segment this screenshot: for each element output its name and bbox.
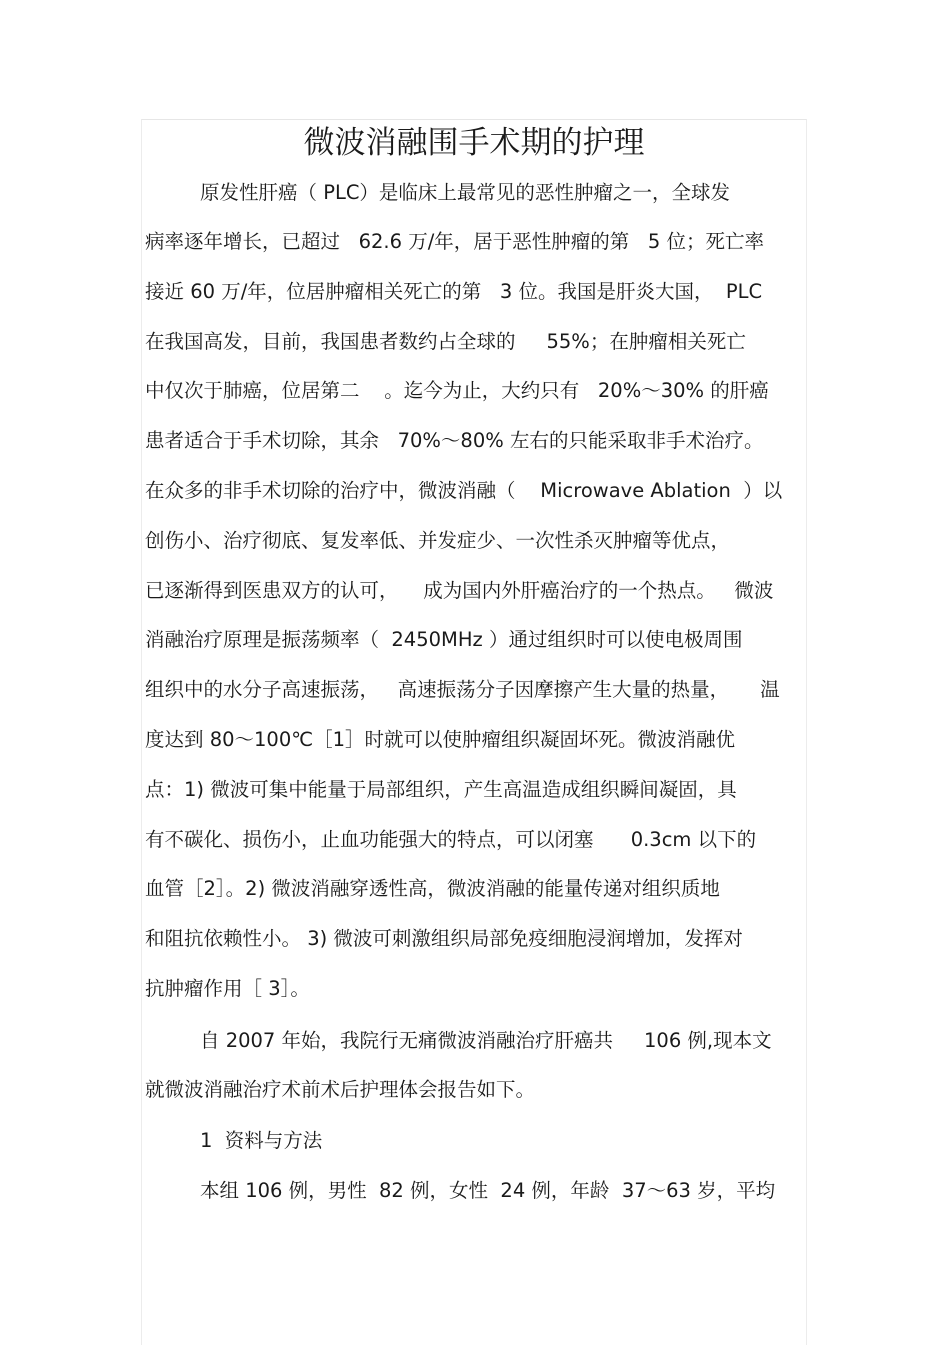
paragraph-line: 本组 106 例，男性 82 例，女性 24 例，年龄 37～63 岁，平均 [200, 1179, 776, 1202]
paragraph-line: 消融治疗原理是振荡频率（ 2450MHz ）通过组织时可以使电极周围 [145, 628, 743, 651]
paragraph-line: 接近 60 万/年，位居肿瘤相关死亡的第 3 位。我国是肝炎大国， PLC [145, 280, 763, 303]
paragraph-line: 在我国高发，目前，我国患者数约占全球的 55%；在肿瘤相关死亡 [145, 330, 746, 353]
paragraph-line: 点：1) 微波可集中能量于局部组织，产生高温造成组织瞬间凝固，具 [145, 778, 737, 801]
paragraph-line: 血管［2］。2) 微波消融穿透性高，微波消融的能量传递对组织质地 [145, 877, 720, 900]
paragraph-line: 在众多的非手术切除的治疗中，微波消融（ Microwave Ablation ）以 [145, 479, 783, 502]
paragraph-line: 创伤小、治疗彻底、复发率低、并发症少、一次性杀灭肿瘤等优点， [145, 529, 731, 552]
paragraph-line: 就微波消融治疗术前术后护理体会报告如下。 [145, 1078, 536, 1101]
document-title: 微波消融围手术期的护理 [303, 125, 645, 161]
section-heading: 1 资料与方法 [200, 1129, 323, 1152]
paragraph-line: 度达到 80～100℃［1］时就可以使肿瘤组织凝固坏死。微波消融优 [145, 728, 736, 751]
paragraph-line: 已逐渐得到医患双方的认可， 成为国内外肝癌治疗的一个热点。 微波 [145, 579, 774, 602]
paragraph-line: 和阻抗依赖性小。 3) 微波可刺激组织局部免疫细胞浸润增加，发挥对 [145, 927, 743, 950]
paragraph-line: 中仅次于肺癌，位居第二 。迄今为止，大约只有 20%～30% 的肝癌 [145, 379, 769, 402]
paragraph-line: 组织中的水分子高速振荡， 高速振荡分子因摩擦产生大量的热量， 温 [145, 678, 780, 701]
paragraph-line: 原发性肝癌（ PLC）是临床上最常见的恶性肿瘤之一，全球发 [200, 181, 730, 204]
paragraph-line: 有不碳化、损伤小，止血功能强大的特点，可以闭塞 0.3cm 以下的 [145, 828, 757, 851]
paragraph-line: 抗肿瘤作用［ 3］。 [145, 977, 310, 1000]
paragraph-line: 患者适合于手术切除，其余 70%～80% 左右的只能采取非手术治疗。 [145, 429, 764, 452]
paragraph-line: 自 2007 年始，我院行无痛微波消融治疗肝癌共 106 例,现本文 [200, 1029, 772, 1052]
paragraph-line: 病率逐年增长，已超过 62.6 万/年，居于恶性肿瘤的第 5 位；死亡率 [145, 230, 764, 253]
